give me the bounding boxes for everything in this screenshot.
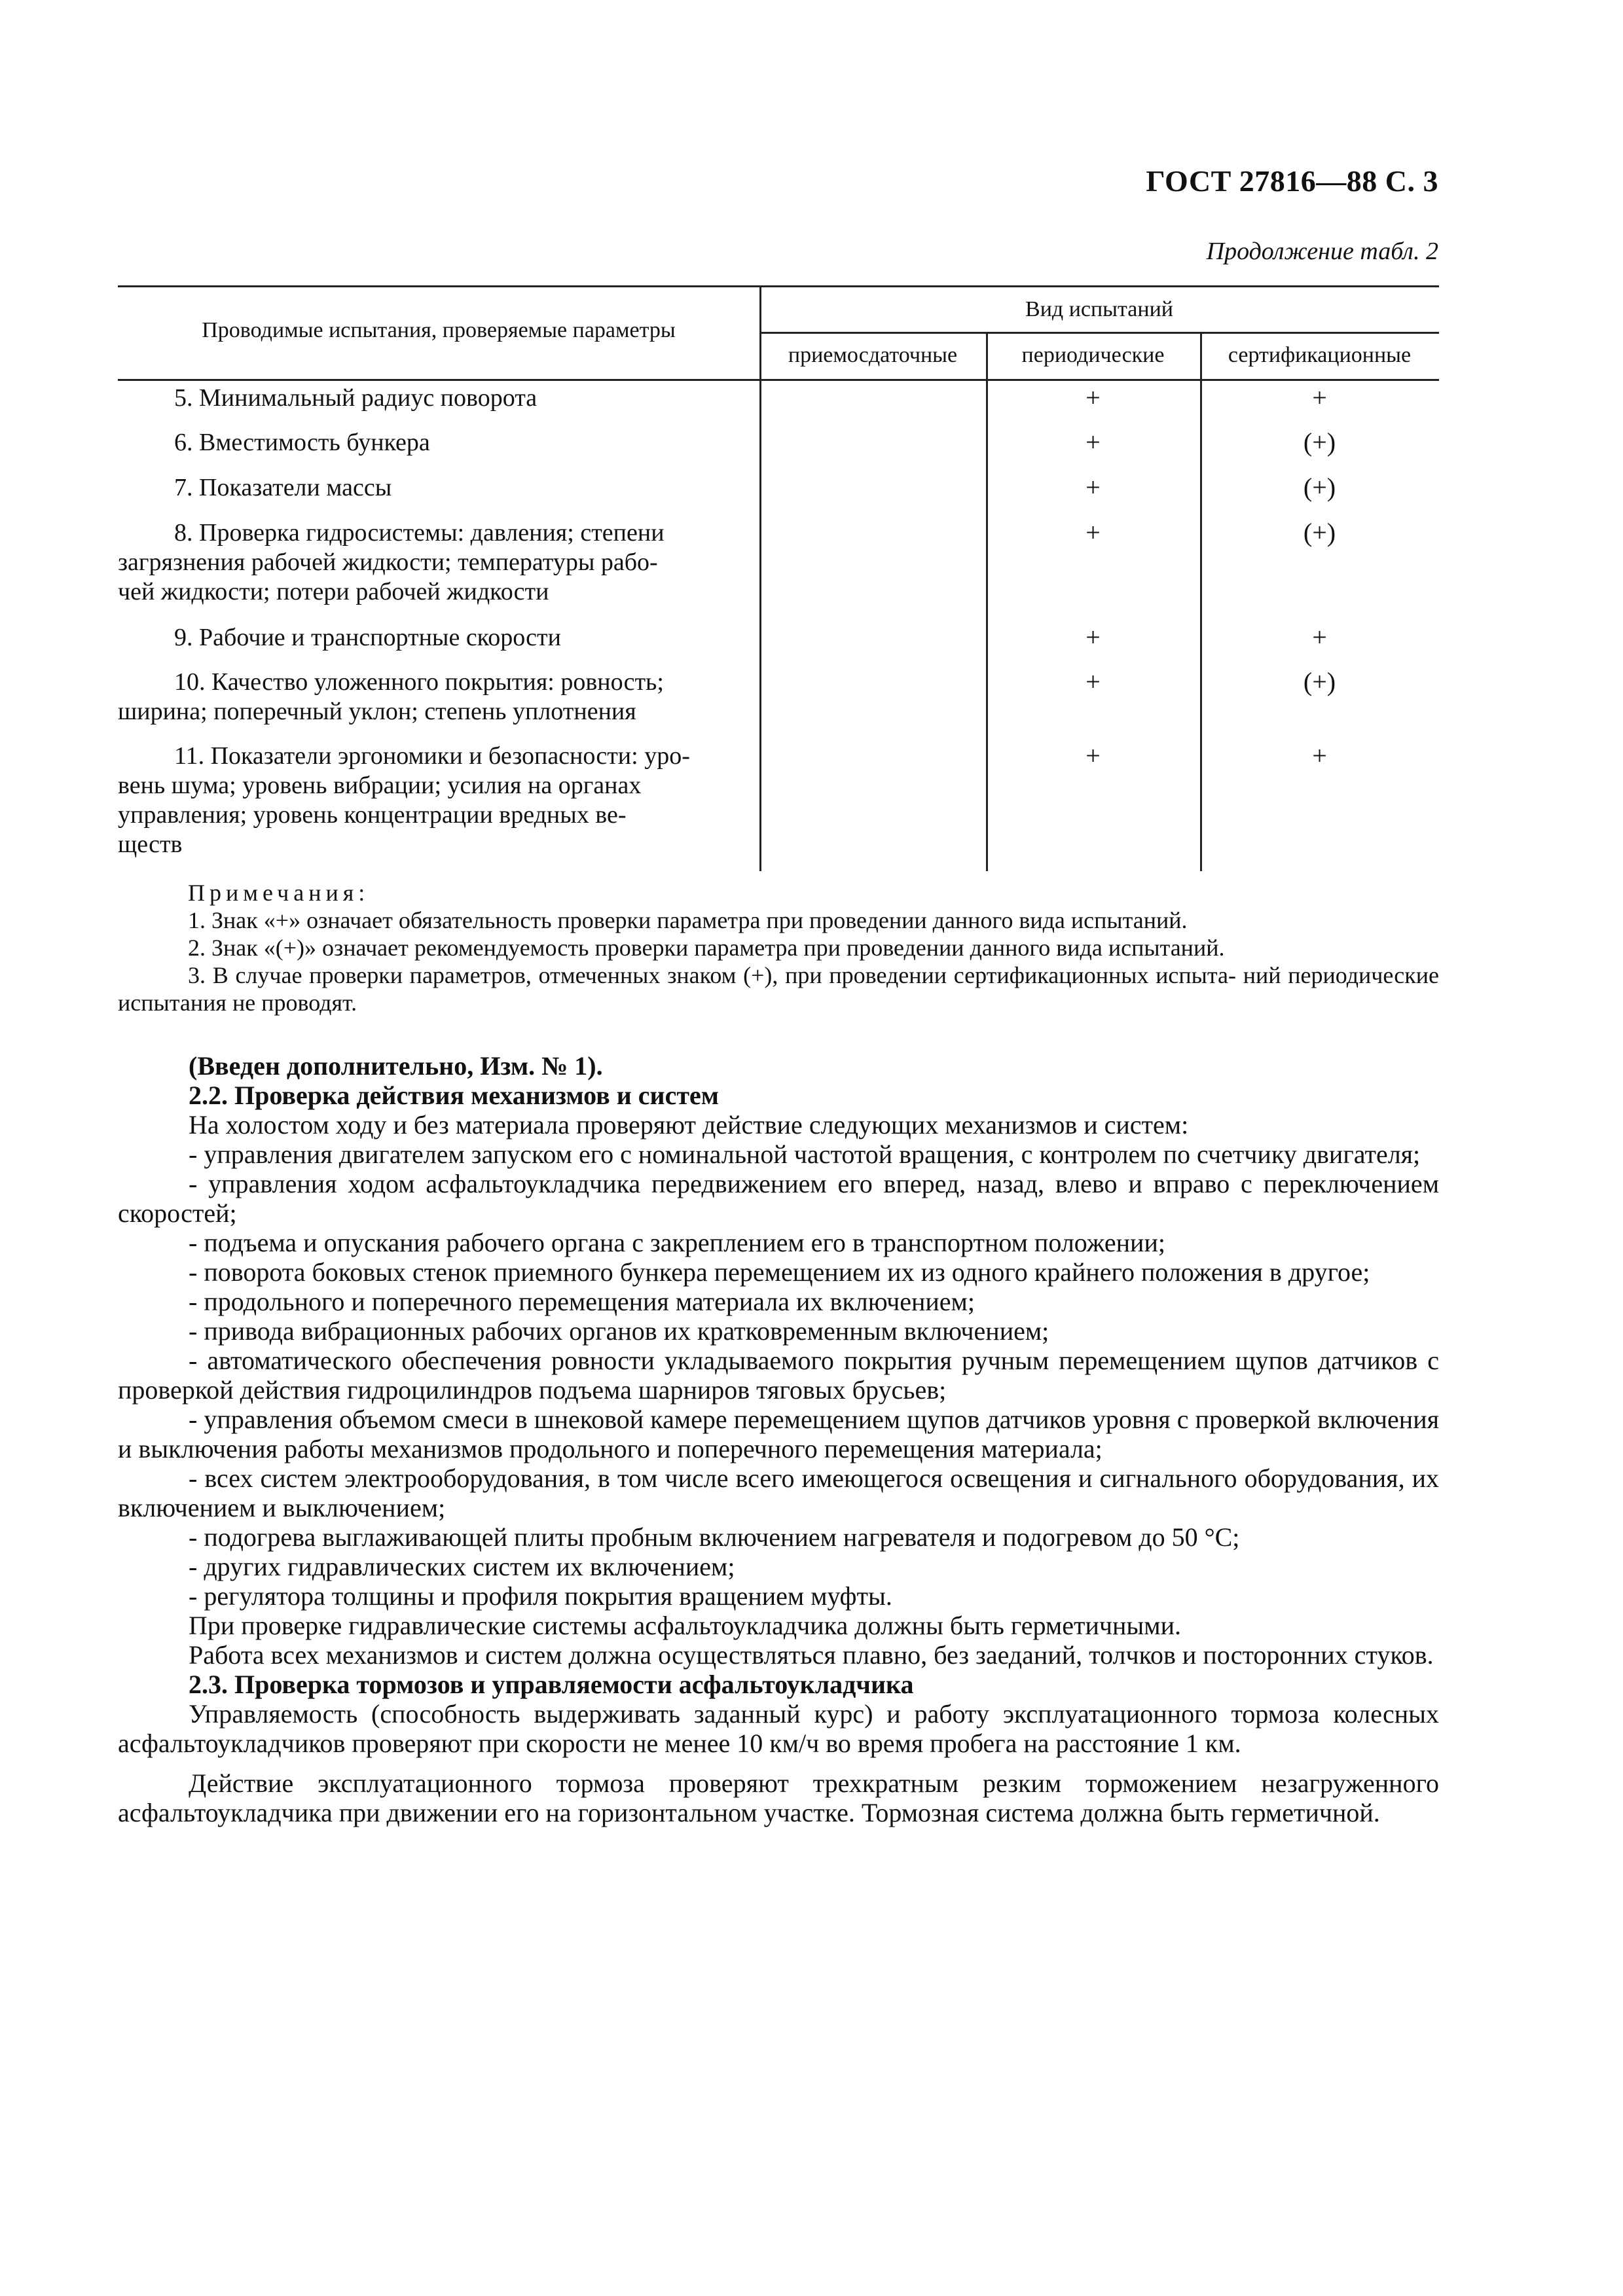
table-header-bottom-rule bbox=[118, 379, 1439, 381]
list-item: - регулятора толщины и профиля покрытия вращением муфты. bbox=[189, 1581, 892, 1611]
param-line: 11. Показатели эргономики и безопасности: уро- bbox=[174, 742, 690, 770]
param-line: вень шума; уровень вибрации; усилия на органах bbox=[118, 772, 642, 799]
row-5-certification: + bbox=[1312, 383, 1327, 412]
param-line: 10. Качество уложенного покрытия: ровность; bbox=[174, 668, 664, 696]
header-acceptance: приемосдаточные bbox=[788, 343, 958, 367]
row-7-periodic: + bbox=[1085, 473, 1101, 502]
row-11-periodic: + bbox=[1085, 741, 1101, 770]
list-item: - автоматического обеспечения ровности укладываемого покрытия ручным перемещением щупов датчиков с проверкой действия гидроцилиндров подъема шарниров тяговых брусьев; bbox=[118, 1346, 1439, 1405]
section-2-3-heading: 2.3. Проверка тормозов и управляемости асфальтоукладчика bbox=[189, 1670, 914, 1699]
table-row-9-param bbox=[118, 623, 746, 653]
param-line: управления; уровень концентрации вредных ве- bbox=[118, 801, 627, 829]
row-5-periodic: + bbox=[1085, 383, 1101, 412]
table-col-divider-1 bbox=[759, 285, 761, 871]
main-text bbox=[118, 1051, 1439, 1827]
note-2: 2. Знак «(+)» означает рекомендуемость проверки параметра при проведении данного вида испытаний. bbox=[188, 935, 1225, 961]
param-line: 7. Показатели массы bbox=[174, 474, 392, 501]
notes-heading: Примечания: bbox=[188, 880, 370, 906]
table-subheader-rule bbox=[759, 332, 1439, 334]
table-row-5-param bbox=[118, 384, 746, 413]
list-item: - управления двигателем запуском его с номинальной частотой вращения, с контролем по счетчику двигателя; bbox=[189, 1139, 1421, 1169]
list-item: - привода вибрационных рабочих органов их кратковременным включением; bbox=[189, 1316, 1049, 1346]
test-types-table bbox=[118, 285, 1439, 871]
table-row-11-param bbox=[118, 742, 746, 859]
param-line: 9. Рабочие и транспортные скорости bbox=[174, 624, 561, 651]
header-test-type: Вид испытаний bbox=[1025, 297, 1173, 321]
row-8-periodic: + bbox=[1085, 518, 1101, 547]
header-periodic: периодические bbox=[1021, 343, 1165, 367]
page-header: ГОСТ 27816—88 С. 3 bbox=[1146, 164, 1438, 198]
row-8-certification: (+) bbox=[1303, 518, 1336, 547]
param-line: 6. Вместимость бункера bbox=[174, 429, 430, 456]
header-certification: сертификационные bbox=[1228, 343, 1412, 367]
table-row-8-param bbox=[118, 518, 746, 607]
row-11-certification: + bbox=[1312, 741, 1327, 770]
table-row-6-param bbox=[118, 428, 746, 457]
paragraph: Действие эксплуатационного тормоза проверяют трехкратным резким торможением незагруженного асфальтоукладчика при движении его на горизонтальном участке. Тормозная система должна быть герметичной. bbox=[118, 1768, 1439, 1827]
list-item: - продольного и поперечного перемещения материала их включением; bbox=[189, 1287, 975, 1316]
param-line: ществ bbox=[118, 831, 183, 858]
paragraph: При проверке гидравлические системы асфальтоукладчика должны быть герметичными. bbox=[189, 1611, 1181, 1640]
paragraph: На холостом ходу и без материала проверяют действие следующих механизмов и систем: bbox=[189, 1110, 1189, 1139]
param-line: 8. Проверка гидросистемы: давления; степени bbox=[174, 519, 665, 547]
table-row-7-param bbox=[118, 473, 746, 503]
param-line: загрязнения рабочей жидкости; температуры рабо- bbox=[118, 548, 658, 576]
table-notes bbox=[118, 879, 1439, 1016]
list-item: - подогрева выглаживающей плиты пробным включением нагревателя и подогревом до 50 °С; bbox=[189, 1522, 1240, 1552]
row-7-certification: (+) bbox=[1303, 473, 1336, 502]
list-item: - управления ходом асфальтоукладчика передвижением его вперед, назад, влево и вправо с переключением скоростей; bbox=[118, 1169, 1439, 1228]
section-2-2-heading: 2.2. Проверка действия механизмов и систем bbox=[189, 1081, 719, 1110]
table-row-10-param bbox=[118, 668, 746, 726]
note-1: 1. Знак «+» означает обязательность проверки параметра при проведении данного вида испытаний. bbox=[188, 907, 1188, 933]
list-item: - поворота боковых стенок приемного бункера перемещением их из одного крайнего положения в другое; bbox=[189, 1257, 1370, 1287]
list-item: - других гидравлических систем их включением; bbox=[189, 1552, 735, 1581]
param-line: чей жидкости; потери рабочей жидкости bbox=[118, 578, 549, 605]
paragraph: Управляемость (способность выдерживать заданный курс) и работу эксплуатационного тормоза колесных асфальтоукладчиков проверяют при скорости не менее 10 км/ч во время пробега на расстояние 1 км. bbox=[118, 1699, 1439, 1758]
note-3: 3. В случае проверки параметров, отмеченных знаком (+), при проведении сертификационных испыта- ний периодические испытания не проводят. bbox=[118, 962, 1439, 1016]
row-6-periodic: + bbox=[1085, 427, 1101, 457]
amendment-note: (Введен дополнительно, Изм. № 1). bbox=[189, 1051, 603, 1081]
list-item: - всех систем электрооборудования, в том числе всего имеющегося освещения и сигнального оборудования, их включением и выключением; bbox=[118, 1463, 1439, 1522]
row-10-periodic: + bbox=[1085, 667, 1101, 696]
row-9-periodic: + bbox=[1085, 622, 1101, 652]
param-line: ширина; поперечный уклон; степень уплотнения bbox=[118, 698, 636, 725]
param-line: 5. Минимальный радиус поворота bbox=[174, 384, 538, 412]
header-params: Проводимые испытания, проверяемые параметры bbox=[202, 318, 676, 342]
list-item: - управления объемом смеси в шнековой камере перемещением щупов датчиков уровня с проверкой включения и выключения работы механизмов продольного и поперечного перемещения материала; bbox=[118, 1405, 1439, 1463]
table-continuation-caption: Продолжение табл. 2 bbox=[1206, 238, 1438, 265]
row-6-certification: (+) bbox=[1303, 427, 1336, 457]
paragraph: Работа всех механизмов и систем должна осуществляться плавно, без заеданий, толчков и посторонних стуков. bbox=[189, 1640, 1434, 1670]
row-10-certification: (+) bbox=[1303, 667, 1336, 696]
list-item: - подъема и опускания рабочего органа с закреплением его в транспортном положении; bbox=[189, 1228, 1165, 1257]
table-top-rule bbox=[118, 285, 1439, 287]
row-9-certification: + bbox=[1312, 622, 1327, 652]
